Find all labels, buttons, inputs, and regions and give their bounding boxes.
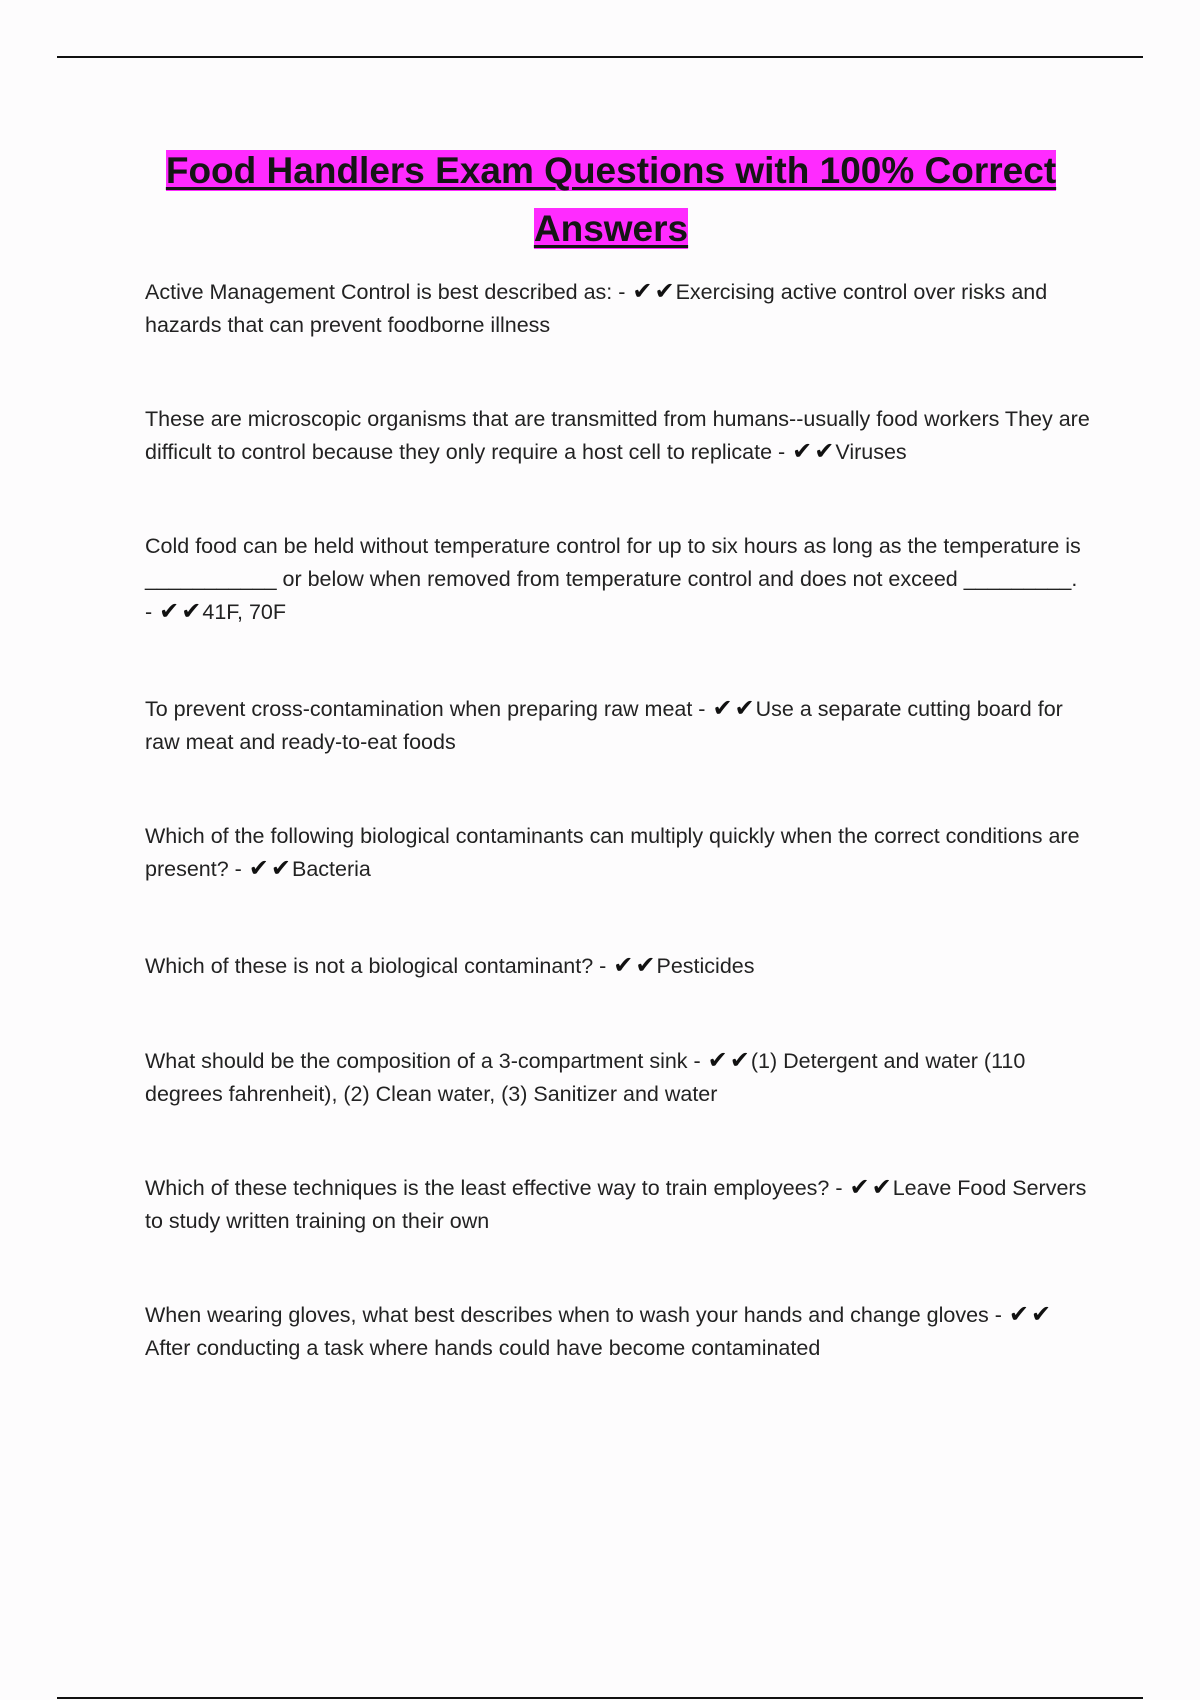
check-icon: ✔ [248,854,269,882]
answer-text: (1) Detergent and water (110 degrees fahrenheit), (2) Clean water, (3) Sanitizer and water [145,1049,1026,1106]
question-text: When wearing gloves, what best describes when to wash your hands and change gloves - [145,1303,1008,1327]
question-text: To prevent cross-contamination when preparing raw meat - [145,697,712,721]
check-icon: ✔ [181,597,202,625]
qa-item [145,693,1090,759]
footer-rule [57,1697,1143,1699]
check-icon: ✔ [871,1173,892,1201]
check-icon: ✔ [734,694,755,722]
question-text: Which of these is not a biological contaminant? - [145,954,613,978]
question-text: Which of these techniques is the least effective way to train employees? - [145,1176,849,1200]
check-icon: ✔ [654,277,675,305]
answer-text: Use a separate cutting board for raw meat and ready-to-eat foods [145,697,1063,754]
answer-text: Leave Food Servers to study written training on their own [145,1176,1087,1233]
check-icon: ✔ [814,437,835,465]
answer-text: Exercising active control over risks and hazards that can prevent foodborne illness [145,280,1048,337]
answer-text: 41F, 70F [202,600,287,624]
answer-text: Bacteria [292,857,371,881]
qa-item [145,1172,1090,1238]
check-icon: ✔ [729,1046,750,1074]
question-text: These are microscopic organisms that are transmitted from humans--usually food workers They are difficult to control because they only require a host cell to replicate - [145,407,1090,464]
question-text: Which of the following biological contaminants can multiply quickly when the correct conditions are present? - [145,824,1080,881]
qa-item [145,820,1090,886]
check-icon: ✔ [270,854,291,882]
qa-item [145,1299,1090,1365]
check-icon: ✔ [792,437,813,465]
answer-text: Pesticides [656,954,755,978]
qa-list [145,276,1090,1365]
header-rule [57,56,1143,58]
qa-item [145,403,1090,469]
qa-item [145,950,1090,983]
check-icon: ✔ [613,951,634,979]
check-icon: ✔ [849,1173,870,1201]
question-text: Active Management Control is best described as: - [145,280,632,304]
qa-item [145,1045,1090,1111]
check-icon: ✔ [707,1046,728,1074]
check-icon: ✔ [1008,1300,1029,1328]
qa-item [145,530,1090,629]
check-icon: ✔ [1031,1300,1052,1328]
question-text: What should be the composition of a 3-compartment sink - [145,1049,707,1073]
document-title [146,142,1076,258]
check-icon: ✔ [712,694,733,722]
answer-text: Viruses [835,440,907,464]
check-icon: ✔ [635,951,656,979]
answer-text: After conducting a task where hands could have become contaminated [145,1336,821,1360]
check-icon: ✔ [159,597,180,625]
title-highlight: Food Handlers Exam Questions with 100% Correct Answers [165,150,1057,249]
check-icon: ✔ [632,277,653,305]
question-text: Cold food can be held without temperature control for up to six hours as long as the temperature is ___________ or below when removed from temperature control and does not exceed _________. - [145,534,1081,624]
qa-item [145,276,1090,342]
